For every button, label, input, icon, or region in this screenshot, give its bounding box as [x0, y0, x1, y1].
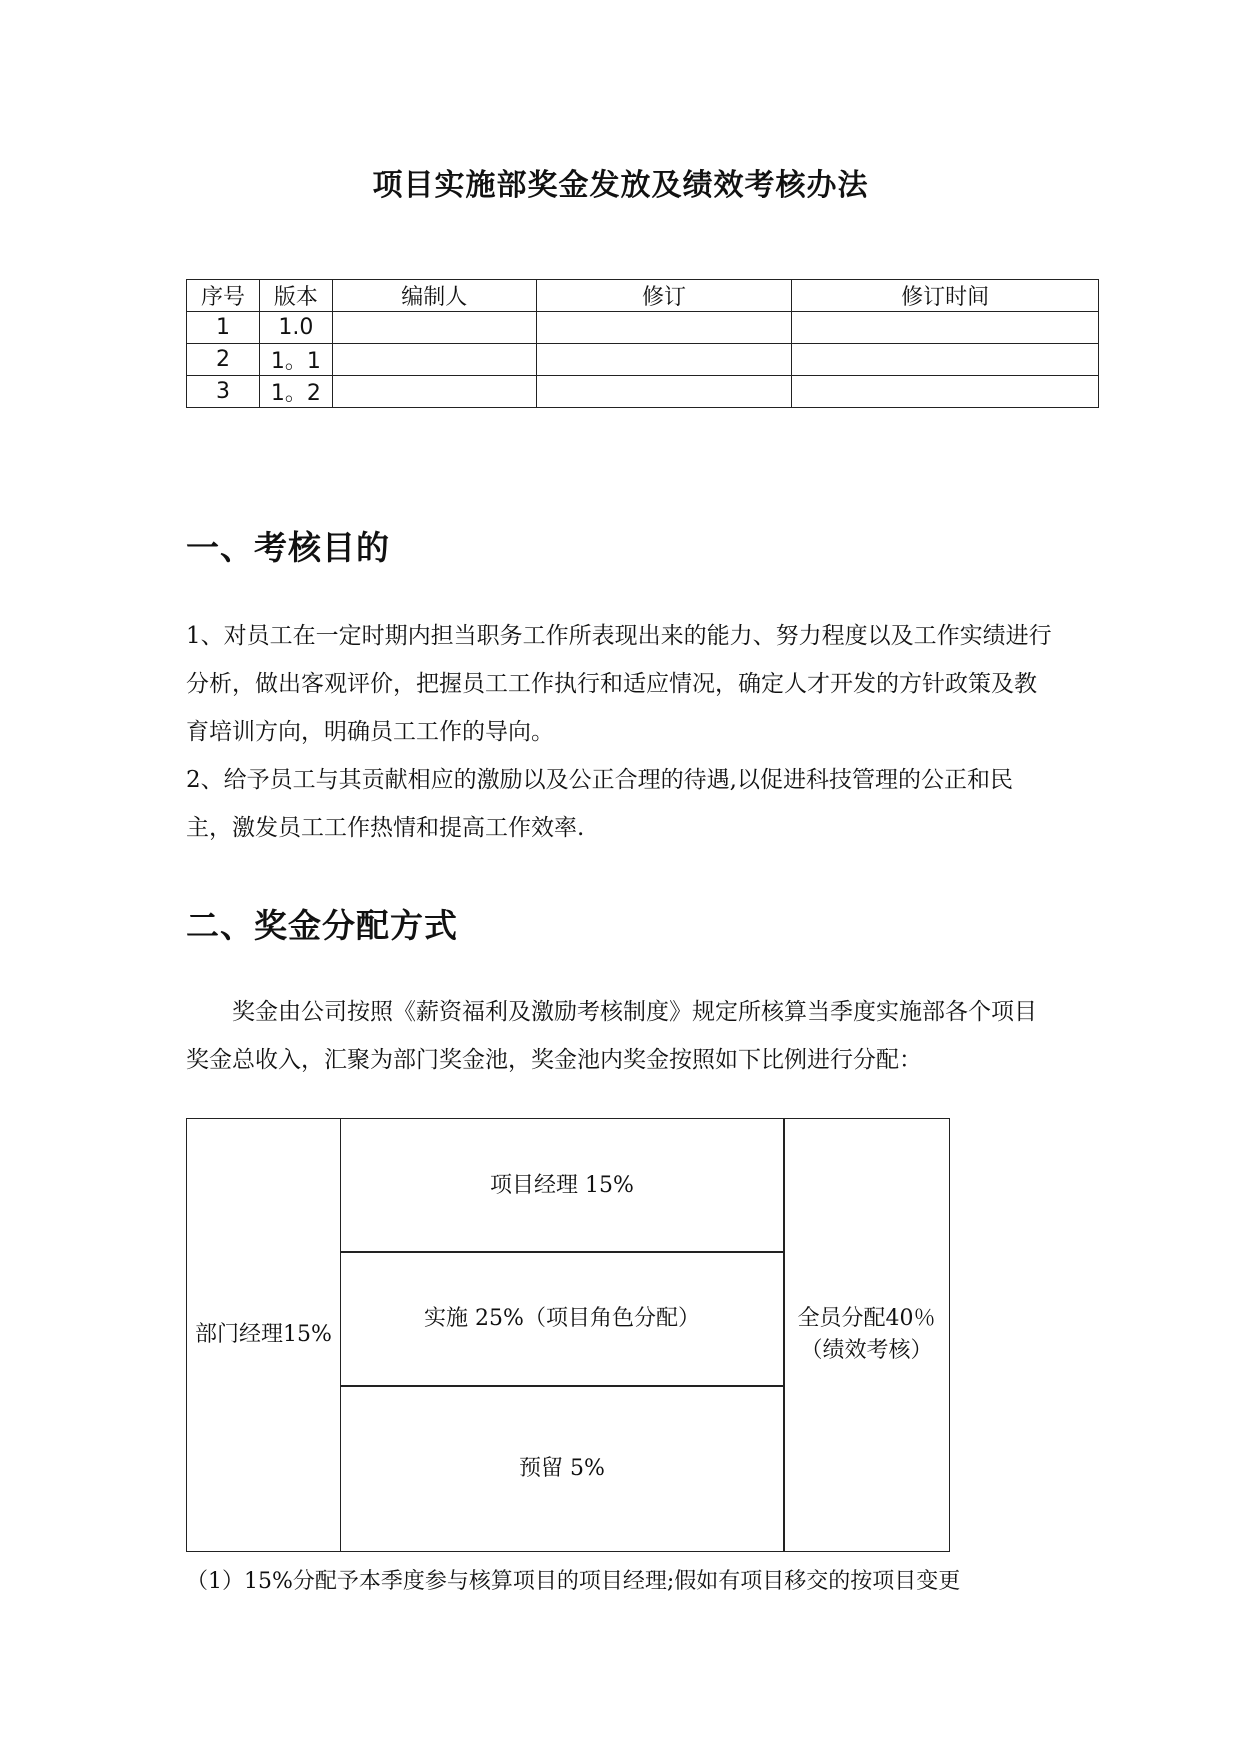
cell-seq: 1	[187, 312, 260, 344]
version-table	[186, 279, 1099, 408]
section2-note1: （1）15%分配予本季度参与核算项目的项目经理;假如有项目移交的按项目变更	[186, 1569, 961, 1594]
section1-item2: 2、给予员工与其贡献相应的激励以及公正合理的待遇,以促进科技管理的公正和民主，激发员工工作热情和提高工作效率.	[186, 767, 1013, 841]
section1-heading: 一、考核目的	[186, 528, 390, 567]
header-revision: 修订	[536, 280, 792, 312]
cell-seq: 3	[187, 376, 260, 408]
section2-heading: 二、奖金分配方式	[186, 906, 458, 945]
header-seq: 序号	[187, 280, 260, 312]
bonus-allocation-diagram	[186, 1118, 950, 1552]
section2-intro: 奖金由公司按照《薪资福利及激励考核制度》规定所核算当季度实施部各个项目奖金总收入，汇聚为部门奖金池，奖金池内奖金按照如下比例进行分配：	[186, 999, 1037, 1073]
cell-revision	[536, 344, 792, 376]
cell-seq: 2	[187, 344, 260, 376]
cell-revision	[536, 376, 792, 408]
cell-revision-time	[792, 376, 1099, 408]
table-row	[187, 312, 1099, 344]
table-row	[187, 344, 1099, 376]
all-staff-box	[783, 1118, 950, 1552]
dept-manager-box: 部门经理15%	[186, 1118, 341, 1552]
version-table-header	[187, 280, 1099, 312]
reserve-box: 预留 5%	[340, 1385, 785, 1552]
all-staff-label: 全员分配40％	[797, 1306, 936, 1331]
cell-version: 1.0	[259, 312, 332, 344]
cell-author	[332, 312, 536, 344]
cell-version: 1。2	[259, 376, 332, 408]
cell-revision-time	[792, 344, 1099, 376]
section1-item1: 1、对员工在一定时期内担当职务工作所表现出来的能力、努力程度以及工作实绩进行分析，做出客观评价，把握员工工作执行和适应情况，确定人才开发的方针政策及教育培训方向，明确员工工作的导向。	[186, 623, 1052, 745]
document-title: 项目实施部奖金发放及绩效考核办法	[372, 168, 869, 203]
table-row	[187, 376, 1099, 408]
cell-version: 1。1	[259, 344, 332, 376]
performance-label: （绩效考核）	[800, 1338, 933, 1363]
cell-revision	[536, 312, 792, 344]
header-revision-time: 修订时间	[792, 280, 1099, 312]
cell-author	[332, 344, 536, 376]
project-manager-box: 项目经理 15%	[340, 1118, 785, 1253]
cell-revision-time	[792, 312, 1099, 344]
header-author: 编制人	[332, 280, 536, 312]
header-version: 版本	[259, 280, 332, 312]
implementation-box: 实施 25%（项目角色分配）	[340, 1251, 785, 1387]
cell-author	[332, 376, 536, 408]
